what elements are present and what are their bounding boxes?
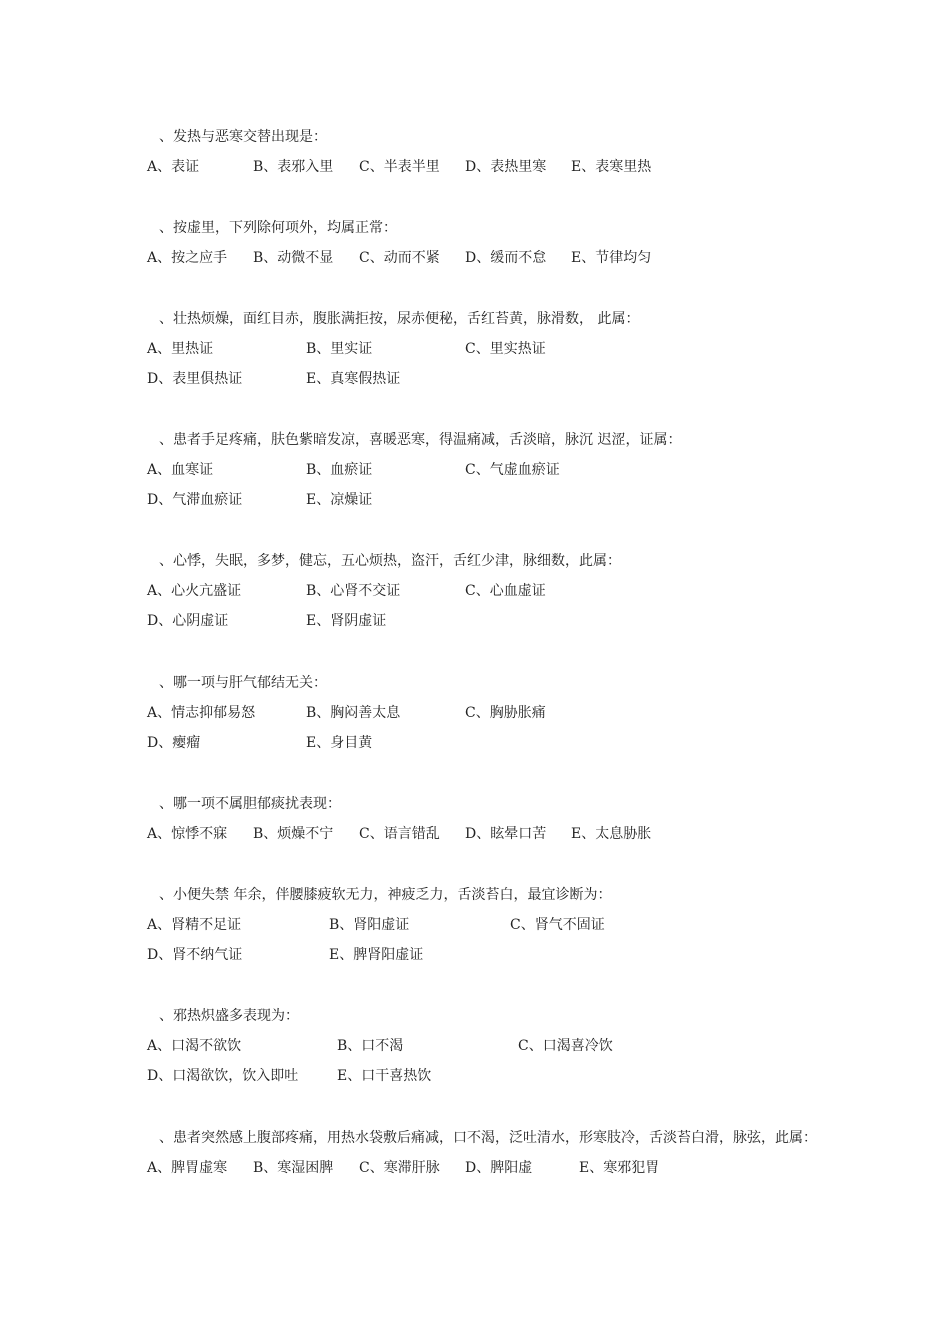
option-a: A、血寒证 <box>147 462 214 478</box>
question-stem: 、心悸，失眠，多梦，健忘，五心烦热，盗汗，舌红少津，脉细数，此属： <box>159 553 621 569</box>
option-c: C、心血虚证 <box>465 583 546 599</box>
option-a: A、按之应手 <box>147 250 228 266</box>
question-7 <box>147 789 827 849</box>
question-1 <box>147 122 827 182</box>
option-a: A、情志抑郁易怒 <box>147 705 256 721</box>
option-d: D、脾阳虚 <box>465 1160 533 1176</box>
options-row <box>147 910 827 940</box>
option-a: A、脾胃虚寒 <box>147 1160 228 1176</box>
question-6 <box>147 668 827 758</box>
question-stem: 、小便失禁 年余，伴腰膝疲软无力，神疲乏力，舌淡苔白，最宜诊断为： <box>159 887 612 903</box>
question-stem: 、发热与恶寒交替出现是： <box>159 129 327 145</box>
question-stem: 、邪热炽盛多表现为： <box>159 1008 299 1024</box>
option-d: D、瘿瘤 <box>147 735 201 751</box>
question-stem: 、按虚里，下列除何项外，均属正常： <box>159 220 397 236</box>
option-d: D、眩晕口苦 <box>465 826 547 842</box>
option-e: E、太息胁胀 <box>571 826 652 842</box>
option-c: C、肾气不固证 <box>510 917 605 933</box>
option-e: E、真寒假热证 <box>306 371 401 387</box>
options-row <box>147 1031 827 1061</box>
option-a: A、表证 <box>147 159 200 175</box>
option-d: D、表里俱热证 <box>147 371 243 387</box>
option-b: B、血瘀证 <box>306 462 373 478</box>
question-10 <box>147 1123 827 1183</box>
question-stem: 、壮热烦燥，面红目赤，腹胀满拒按，尿赤便秘，舌红苔黄，脉滑数， 此属： <box>159 311 640 327</box>
option-a: A、惊悸不寐 <box>147 826 228 842</box>
option-b: B、烦燥不宁 <box>253 826 334 842</box>
option-b: B、动微不显 <box>253 250 334 266</box>
question-9 <box>147 1001 827 1091</box>
options-row <box>147 364 827 394</box>
option-a: A、口渴不欲饮 <box>147 1038 242 1054</box>
option-c: C、动而不紧 <box>359 250 440 266</box>
option-e: E、凉燥证 <box>306 492 373 508</box>
option-e: E、脾肾阳虚证 <box>329 947 424 963</box>
question-8 <box>147 880 827 970</box>
option-e: E、肾阴虚证 <box>306 613 387 629</box>
options-row <box>147 334 827 364</box>
option-c: C、里实热证 <box>465 341 546 357</box>
option-e: E、口干喜热饮 <box>337 1068 432 1084</box>
question-4 <box>147 425 827 515</box>
option-c: C、口渴喜冷饮 <box>518 1038 613 1054</box>
option-b: B、口不渴 <box>337 1038 404 1054</box>
options-row <box>147 819 827 849</box>
option-c: C、胸胁胀痛 <box>465 705 546 721</box>
question-3 <box>147 304 827 394</box>
option-a: A、肾精不足证 <box>147 917 242 933</box>
options-row <box>147 606 827 636</box>
option-b: B、心肾不交证 <box>306 583 401 599</box>
option-c: C、半表半里 <box>359 159 440 175</box>
option-b: B、里实证 <box>306 341 373 357</box>
options-row <box>147 576 827 606</box>
options-row <box>147 728 827 758</box>
option-e: E、寒邪犯胃 <box>579 1160 660 1176</box>
options-row <box>147 485 827 515</box>
options-row <box>147 243 827 273</box>
option-c: C、寒滞肝脉 <box>359 1160 440 1176</box>
options-row <box>147 455 827 485</box>
question-5 <box>147 546 827 636</box>
option-e: E、节律均匀 <box>571 250 652 266</box>
option-a: A、心火亢盛证 <box>147 583 242 599</box>
option-b: B、表邪入里 <box>253 159 334 175</box>
option-d: D、心阴虚证 <box>147 613 229 629</box>
question-stem: 、患者突然感上腹部疼痛，用热水袋敷后痛减，口不渴，泛吐清水，形寒肢冷，舌淡苔白滑，脉弦，此属： <box>159 1130 817 1146</box>
option-e: E、表寒里热 <box>571 159 652 175</box>
options-row <box>147 940 827 970</box>
option-d: D、气滞血瘀证 <box>147 492 243 508</box>
option-c: C、语言错乱 <box>359 826 440 842</box>
option-d: D、口渴欲饮，饮入即吐 <box>147 1068 299 1084</box>
option-b: B、肾阳虚证 <box>329 917 410 933</box>
option-a: A、里热证 <box>147 341 214 357</box>
option-c: C、气虚血瘀证 <box>465 462 560 478</box>
options-row <box>147 152 827 182</box>
option-b: B、胸闷善太息 <box>306 705 401 721</box>
option-d: D、表热里寒 <box>465 159 547 175</box>
option-d: D、肾不纳气证 <box>147 947 243 963</box>
question-stem: 、哪一项与肝气郁结无关： <box>159 675 327 691</box>
option-d: D、缓而不怠 <box>465 250 547 266</box>
question-stem: 、患者手足疼痛，肤色紫暗发凉，喜暖恶寒，得温痛减，舌淡暗，脉沉 迟涩，证属： <box>159 432 682 448</box>
question-stem: 、哪一项不属胆郁痰扰表现： <box>159 796 341 812</box>
options-row <box>147 698 827 728</box>
options-row <box>147 1061 827 1091</box>
option-e: E、身目黄 <box>306 735 373 751</box>
options-row <box>147 1153 827 1183</box>
question-2 <box>147 213 827 273</box>
option-b: B、寒湿困脾 <box>253 1160 334 1176</box>
